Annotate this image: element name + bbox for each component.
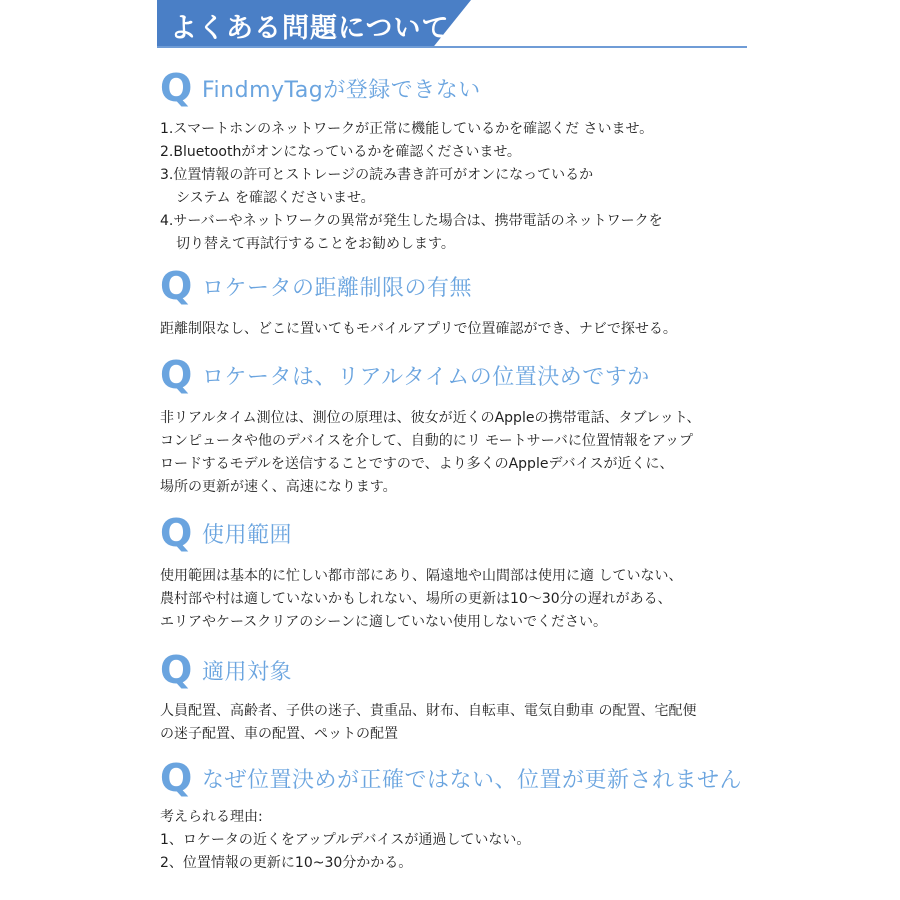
answer-line: 非リアルタイム測位は、測位の原理は、彼女が近くのAppleの携帯電話、タブレット、	[160, 410, 701, 426]
faq-section-usage-range	[160, 509, 760, 634]
answer-line: ロードするモデルを送信することですので、より多くのAppleデバイスが近くに、	[160, 456, 674, 472]
question-title: なぜ位置決めが正確ではない、位置が更新されません	[202, 767, 743, 793]
answer-line: 2、位置情報の更新に10~30分かかる。	[160, 855, 413, 871]
faq-section-targets	[160, 646, 760, 746]
answer-line: コンピュータや他のデバイスを介して、自動的にリ モートサーバに位置情報をアップ	[160, 433, 693, 449]
faq-question	[160, 64, 760, 112]
answer-line: 農村部や村は適していないかもしれない、場所の更新は10～30分の遅れがある、	[160, 591, 672, 607]
answer-line: 1、ロケータの近くをアップルデバイスが通過していない。	[160, 832, 531, 848]
question-title: 適用対象	[202, 659, 293, 685]
q-icon: Q	[160, 353, 193, 397]
answer-line: 切り替えて再試行することをお勧めします。	[176, 236, 455, 252]
answer-text	[160, 565, 760, 634]
answer-text	[160, 700, 760, 746]
header-divider	[157, 46, 747, 48]
answer-line: 使用範囲は基本的に忙しい都市部にあり、隔遠地や山間部は使用に適 していない、	[160, 568, 683, 584]
question-title: FindmyTagが登録できない	[202, 77, 481, 103]
faq-question	[160, 351, 760, 399]
faq-section-distance	[160, 262, 760, 341]
faq-question	[160, 754, 760, 802]
q-icon: Q	[160, 756, 193, 800]
answer-line: 人員配置、高齢者、子供の迷子、貴重品、財布、自転車、電気自動車 の配置、宅配便	[160, 703, 697, 719]
answer-line: 距離制限なし、どこに置いてもモバイルアプリで位置確認ができ、ナビで探せる。	[160, 321, 677, 337]
answer-line: エリアやケースクリアのシーンに適していない使用しないでください。	[160, 614, 608, 630]
page-title: よくある問題について	[170, 13, 450, 44]
question-title: ロケータの距離制限の有無	[202, 275, 473, 301]
faq-list	[160, 64, 760, 875]
faq-section-accuracy	[160, 754, 760, 875]
answer-line: の迷子配置、車の配置、ペットの配置	[160, 726, 398, 742]
q-icon: Q	[160, 511, 193, 555]
answer-line: 3.位置情報の許可とストレージの読み書き許可がオンになっているか	[160, 167, 594, 183]
q-icon: Q	[160, 66, 193, 110]
answer-text	[160, 118, 760, 256]
answer-text	[160, 318, 760, 341]
faq-section-registration	[160, 64, 760, 256]
answer-text	[160, 806, 760, 875]
answer-line: 4.サーバーやネットワークの異常が発生した場合は、携帯電話のネットワークを	[160, 213, 663, 229]
answer-line: 場所の更新が速く、高速になります。	[160, 479, 397, 495]
q-icon: Q	[160, 648, 193, 692]
faq-question	[160, 262, 760, 310]
faq-question	[160, 509, 760, 557]
answer-line: 考えられる理由:	[160, 809, 263, 825]
question-title: 使用範囲	[202, 522, 293, 548]
q-icon: Q	[160, 264, 193, 308]
question-title: ロケータは、リアルタイムの位置決めですか	[202, 364, 650, 390]
answer-line: システム を確認くださいませ。	[176, 190, 375, 206]
answer-line: 2.Bluetoothがオンになっているかを確認くださいませ。	[160, 144, 521, 160]
faq-section-realtime	[160, 351, 760, 499]
page-header	[157, 0, 747, 48]
answer-line: 1.スマートホンのネットワークが正常に機能しているかを確認くだ さいませ。	[160, 121, 654, 137]
faq-question	[160, 646, 760, 694]
answer-text	[160, 407, 760, 499]
